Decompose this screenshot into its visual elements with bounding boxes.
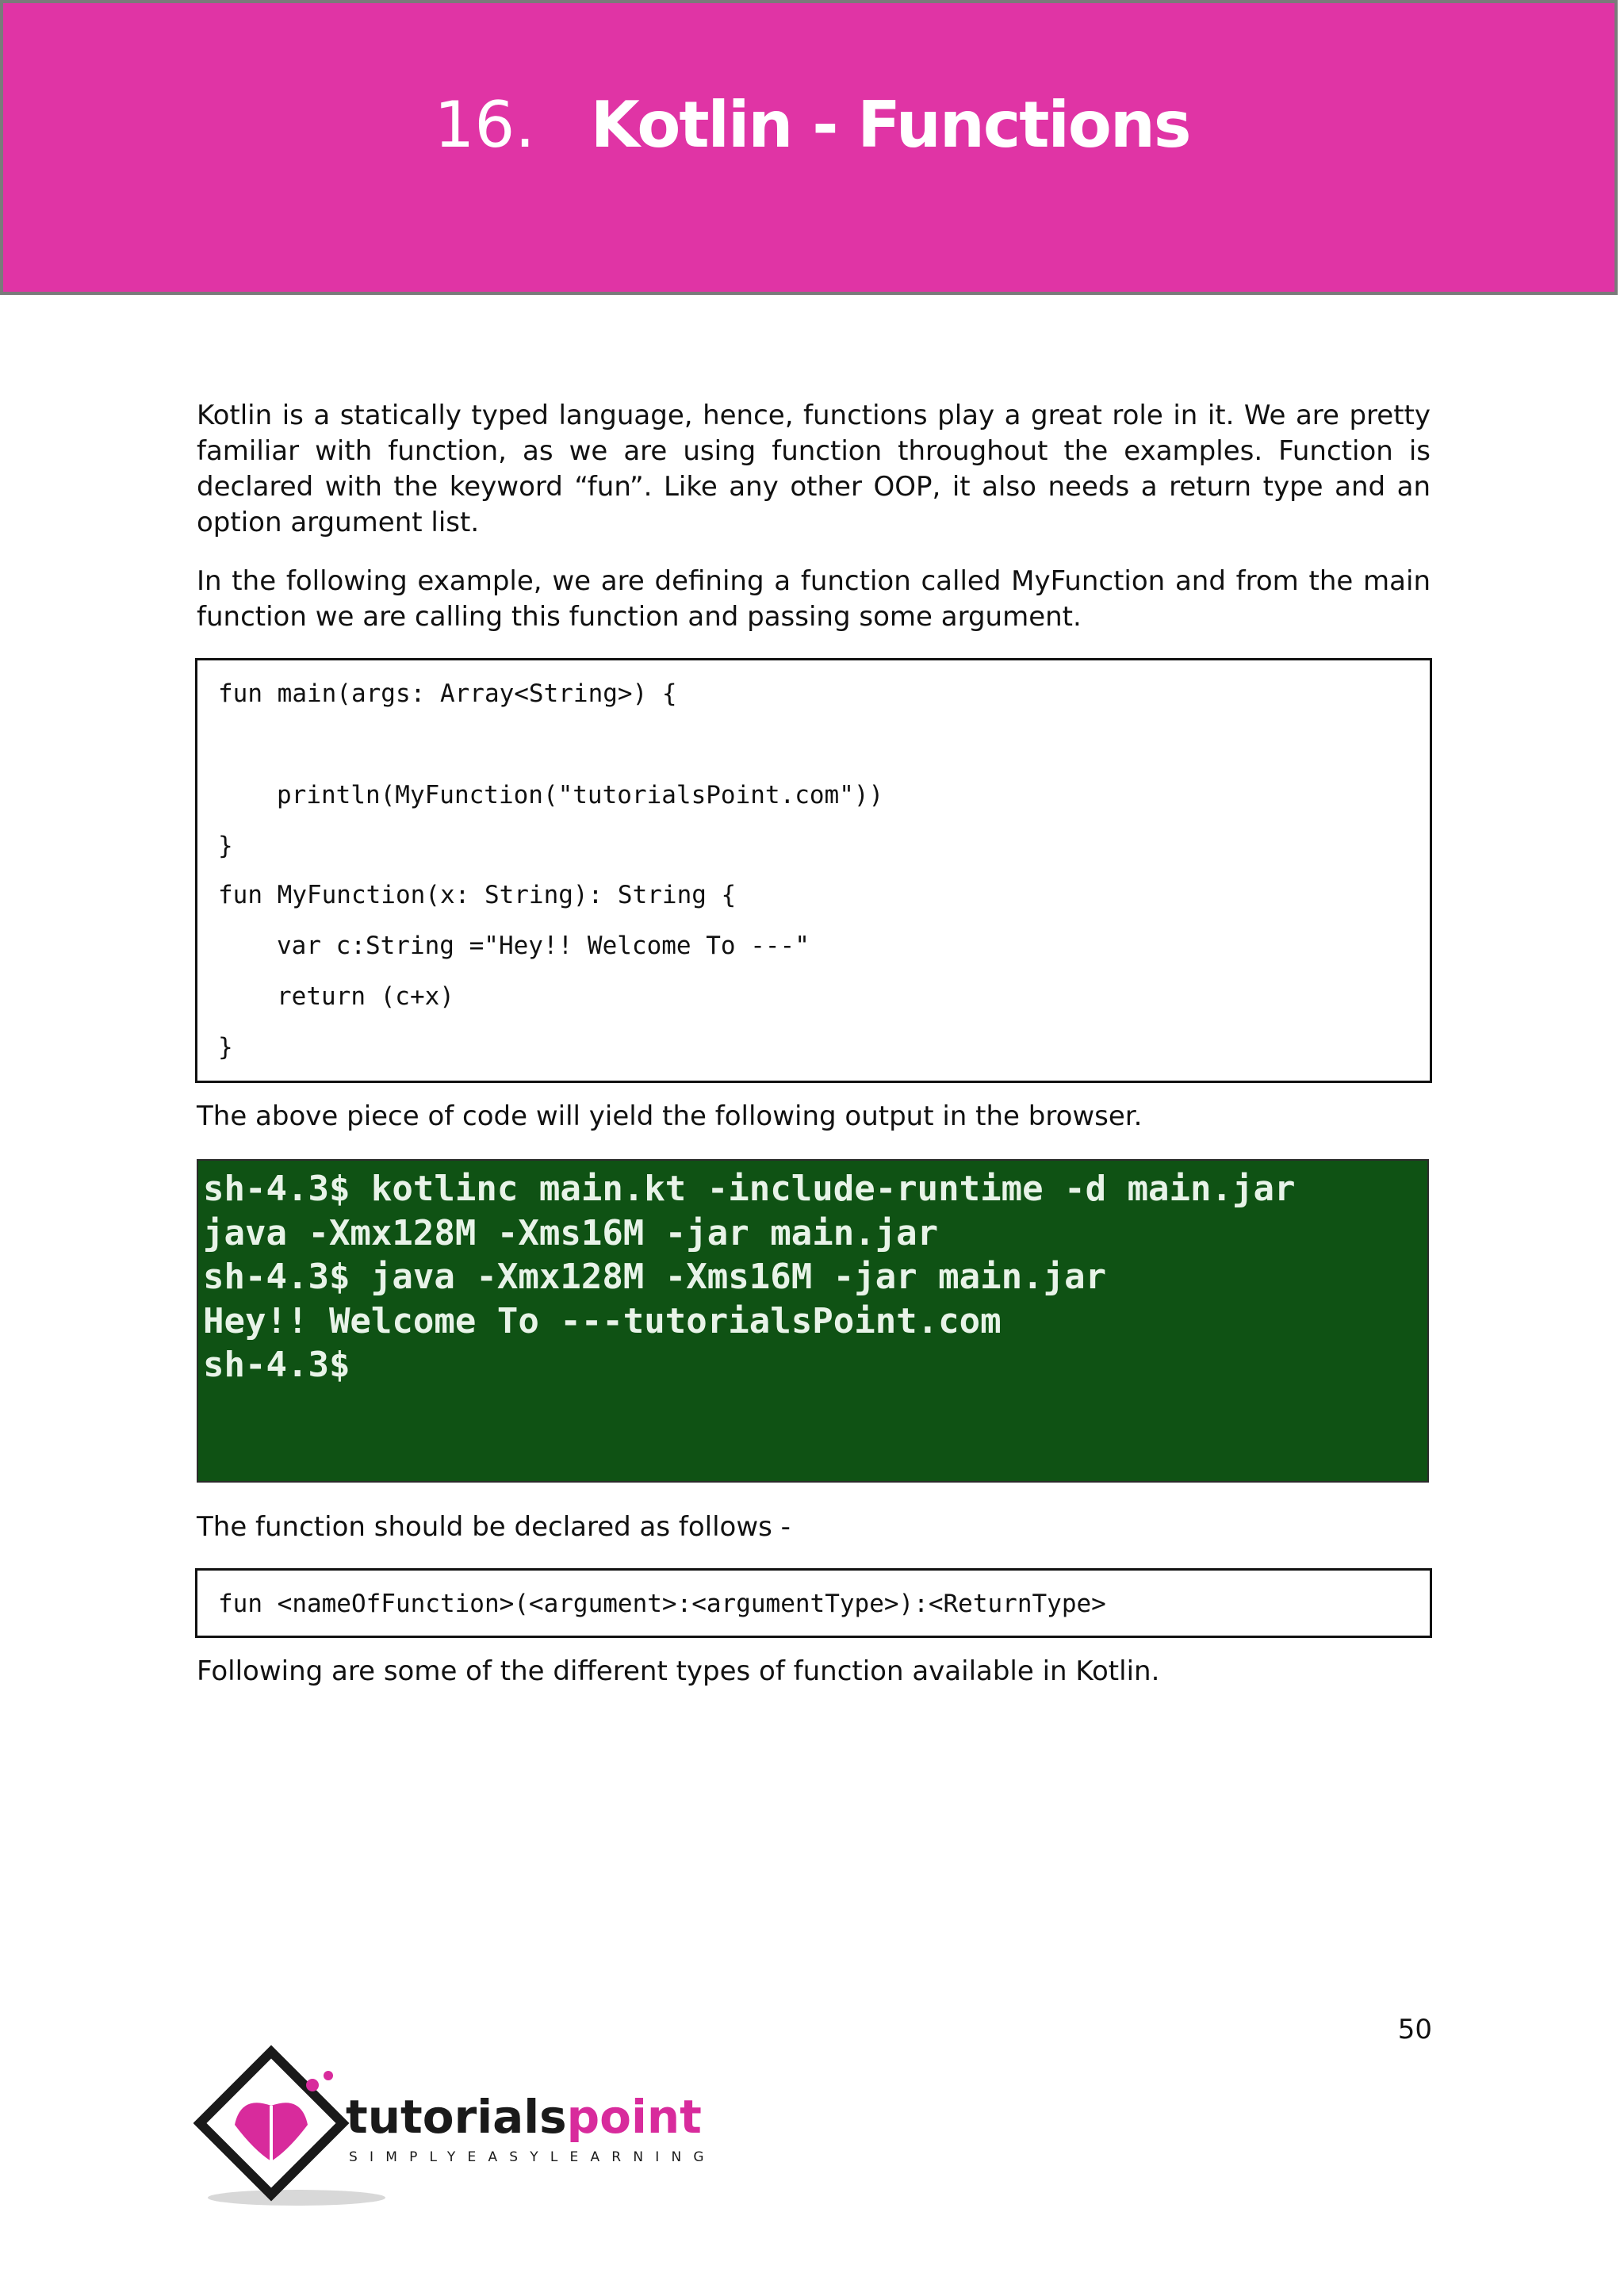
tutorialspoint-logo bbox=[193, 2042, 733, 2209]
logo-wordmark bbox=[346, 2090, 702, 2144]
terminal-line: sh-4.3$ bbox=[203, 1345, 350, 1385]
chapter-number: 16. bbox=[434, 88, 535, 162]
syntax-intro-paragraph: The function should be declared as follows - bbox=[197, 1511, 791, 1543]
code-line: } bbox=[218, 1033, 233, 1062]
syntax-box bbox=[195, 1568, 1432, 1638]
chapter-name: Kotlin - Functions bbox=[590, 88, 1190, 162]
page-title bbox=[3, 86, 1621, 165]
code-line: fun <nameOfFunction>(<argument>:<argumentType>):<ReturnType> bbox=[218, 1590, 1106, 1618]
output-intro-paragraph: The above piece of code will yield the following output in the browser. bbox=[197, 1100, 1143, 1132]
intro-paragraph: Kotlin is a statically typed language, hence, functions play a great role in it. We are pretty familiar with function, as we are using function throughout the examples. Function is declared with the keyword “fun”. Like any other OOP, it also needs a return type and an option argument list. bbox=[197, 400, 1431, 538]
code-line: fun MyFunction(x: String): String { bbox=[218, 881, 737, 909]
code-line: println(MyFunction("tutorialsPoint.com")) bbox=[277, 781, 884, 809]
logo-shadow bbox=[208, 2190, 385, 2206]
code-example-box bbox=[195, 658, 1432, 1083]
terminal-line: sh-4.3$ kotlinc main.kt -include-runtime -d main.jar bbox=[203, 1169, 1296, 1209]
example-intro-paragraph: In the following example, we are defining a function called MyFunction and from the main function we are calling this function and passing some argument. bbox=[197, 565, 1431, 633]
page-number: 50 bbox=[1397, 2014, 1432, 2045]
logo-graphic bbox=[193, 2042, 733, 2209]
logo-dot bbox=[306, 2079, 319, 2091]
code-line: } bbox=[218, 832, 233, 860]
terminal-line: java -Xmx128M -Xms16M -jar main.jar bbox=[203, 1213, 939, 1253]
logo-dot bbox=[324, 2071, 333, 2080]
code-line: var c:String ="Hey!! Welcome To ---" bbox=[277, 932, 810, 960]
logo-tagline: SIMPLYEASYLEARNING bbox=[349, 2149, 716, 2165]
code-line: fun main(args: Array<String>) { bbox=[218, 679, 677, 708]
logo-wordmark-point: point bbox=[566, 2090, 702, 2144]
chapter-banner bbox=[0, 0, 1618, 295]
terminal-output bbox=[197, 1159, 1429, 1483]
code-line: return (c+x) bbox=[277, 982, 454, 1011]
terminal-line: sh-4.3$ java -Xmx128M -Xms16M -jar main.jar bbox=[203, 1257, 1107, 1297]
function-types-paragraph: Following are some of the different types of function available in Kotlin. bbox=[197, 1655, 1160, 1687]
logo-wordmark-tutorials: tutorials bbox=[346, 2090, 567, 2144]
terminal-line: Hey!! Welcome To ---tutorialsPoint.com bbox=[203, 1301, 1002, 1341]
